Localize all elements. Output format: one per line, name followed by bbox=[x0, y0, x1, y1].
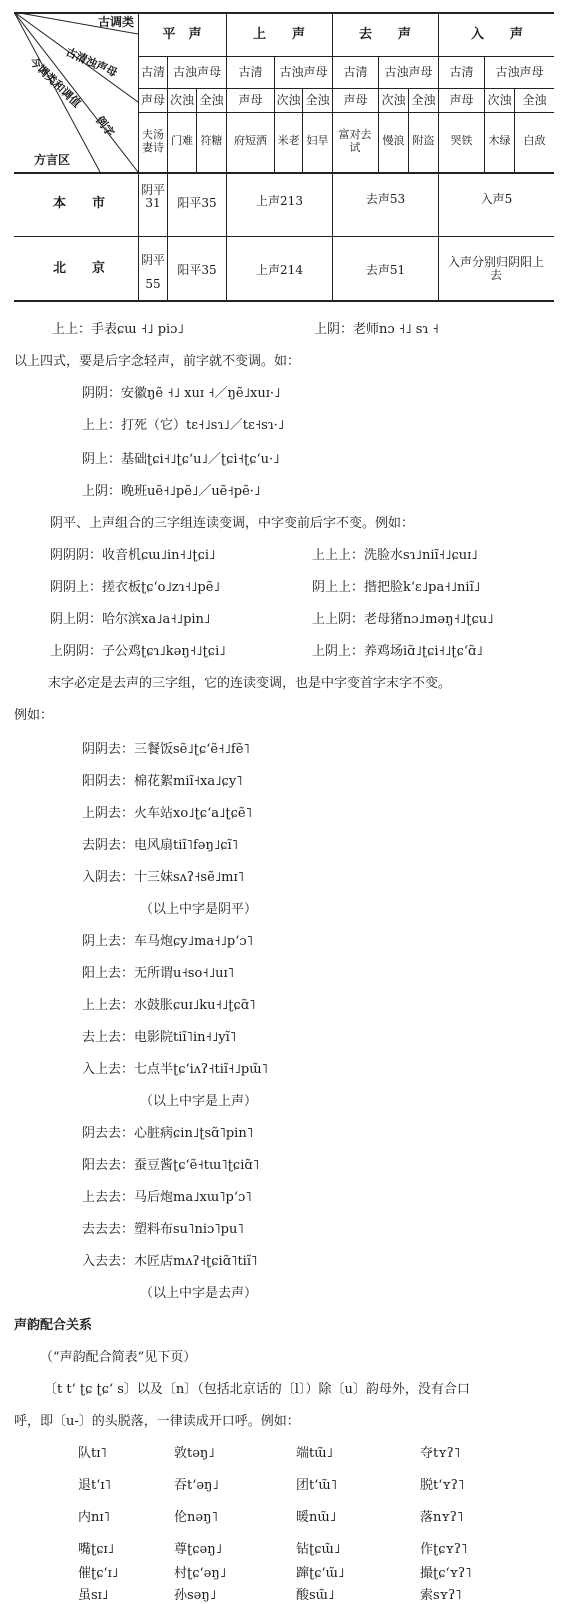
grid-cell: 嘴ʈɕɪ˩ bbox=[78, 1542, 115, 1557]
text-line: 阴上去：车马炮ɕy˩ma˧˩p‘ɔ˥ bbox=[82, 934, 254, 949]
example-cell: 门难 bbox=[171, 134, 193, 147]
text-line: 上阴：老师nɔ ˧˩ sɿ ˧ bbox=[314, 322, 439, 337]
grid-cell: 队tɪ˥ bbox=[78, 1446, 107, 1461]
text-line: （以上中字是阴平） bbox=[140, 902, 258, 917]
row-cell: 阳平35 bbox=[177, 196, 217, 210]
grid-cell: 虽sɪ˩ bbox=[78, 1588, 109, 1603]
example-cell: 附盗 bbox=[412, 134, 435, 147]
text-line: 阴上阴：哈尔滨xa˩a˧˩pin˩ bbox=[50, 612, 211, 627]
example-cell: 慢浪 bbox=[382, 134, 405, 147]
text-line: 阴阴上：搓衣板ʈɕ‘o˩zɿ˧˩pẽ˩ bbox=[50, 580, 220, 595]
sub2-cell: 次浊 bbox=[169, 93, 194, 107]
grid-cell: 暖nɯ̃˩ bbox=[296, 1510, 337, 1525]
text-line: 末字必定是去声的三字组，它的连读变调，也是中字变首字末字不变。 bbox=[48, 676, 452, 691]
sub1-qing: 古清 bbox=[343, 65, 368, 79]
grid-cell: 伦nəŋ˥ bbox=[174, 1510, 218, 1525]
row-cell: 阳平35 bbox=[177, 263, 217, 277]
section-heading: 声韵配合关系 bbox=[14, 1318, 93, 1333]
grid-cell: 蹿ʈɕ‘ɯ̃˩ bbox=[296, 1566, 345, 1581]
example-cell: 木绿 bbox=[488, 134, 511, 147]
text-line: 阴去去：心脏病ɕin˩ʈsɑ̃˥pin˥ bbox=[82, 1126, 254, 1141]
sub2-cell: 次浊 bbox=[276, 93, 301, 107]
text-line: 上上阴：老母猪nɔ˩məŋ˧˩ʈɕu˩ bbox=[312, 612, 494, 627]
text-line: 上上去：水鼓胀ɕuɪ˩ku˧˩ʈɕɑ̃˥ bbox=[82, 998, 256, 1013]
example-cell: 府短洒 bbox=[234, 134, 267, 147]
grid-cell: 夺tʏʔ˥ bbox=[420, 1446, 461, 1461]
sub2-cell: 全浊 bbox=[305, 93, 330, 107]
grid-cell: 钻ʈɕɯ̃˩ bbox=[296, 1542, 341, 1557]
text-line: 阴阴阴：收音机ɕɯ˩in˧˩ʈɕi˩ bbox=[50, 548, 216, 563]
grid-cell: 撮ʈɕ‘ʏʔ˥ bbox=[420, 1566, 472, 1581]
grid-cell: 村ʈɕ‘əŋ˩ bbox=[174, 1566, 227, 1581]
text-line: 阳上去：无所谓u˧so˧˩uɪ˥ bbox=[82, 966, 235, 981]
corner-top-label: 古调类 bbox=[98, 15, 135, 29]
sub2-cell: 次浊 bbox=[487, 93, 512, 107]
corner-diagonals bbox=[14, 12, 139, 173]
corner-mid1-label: 古清浊声母 bbox=[63, 45, 120, 80]
example-cell: 哭铁 bbox=[450, 134, 473, 147]
grid-cell: 索sʏʔ˥ bbox=[420, 1588, 462, 1603]
row-cell: 阴平 31 bbox=[140, 183, 165, 210]
row-cell: 上声214 bbox=[256, 263, 303, 277]
text-line: 阴上上：揩把脸k‘ɛ˩pa˧˩niĩ˩ bbox=[312, 580, 481, 595]
text-line: 入阴去：十三妹sʌʔ˧sẽ˩mɪ˥ bbox=[82, 870, 245, 885]
sub1-zhuo: 古浊声母 bbox=[384, 65, 433, 79]
sub2-cell: 声母 bbox=[238, 93, 263, 107]
header-shang: 上 声 bbox=[252, 27, 305, 42]
sub2-cell: 声母 bbox=[343, 93, 368, 107]
sub2-cell: 声母 bbox=[449, 93, 474, 107]
grid-cell: 团t‘ɯ̃˥ bbox=[296, 1478, 338, 1493]
text-line: 阴阴：安徽ŋẽ ˧˩ xuɪ ˧／ŋẽ˩xuɪ·˩ bbox=[82, 386, 281, 401]
text-line: （以上中字是去声） bbox=[140, 1286, 258, 1301]
sub2-cell: 全浊 bbox=[522, 93, 547, 107]
text-line: 例如： bbox=[14, 708, 54, 723]
corner-mid2-label: 今调类和调值 bbox=[26, 54, 84, 111]
text-line: 阴平、上声组合的三字组连读变调，中字变前后字不变。例如： bbox=[50, 516, 415, 531]
tone-table bbox=[14, 12, 554, 302]
header-ru: 入 声 bbox=[470, 27, 523, 42]
text-line: 阳去去：蚕豆酱ʈɕ‘ẽ˧tɯ˥ʈɕiɑ̃˥ bbox=[82, 1158, 260, 1173]
grid-cell: 内nɪ˥ bbox=[78, 1510, 110, 1525]
sub2-cell: 声母 bbox=[140, 93, 165, 107]
header-qu: 去 声 bbox=[358, 27, 411, 42]
text-line: 上阴：晚班uẽ˧˩pẽ˩／uẽ˧pẽ·˩ bbox=[82, 484, 261, 499]
sub1-qing: 古清 bbox=[449, 65, 474, 79]
text-line: 上阴阴：子公鸡ʈɕɿ˩kəŋ˧˩ʈɕi˩ bbox=[50, 644, 226, 659]
row-label-benshi: 本 市 bbox=[52, 196, 105, 211]
grid-cell: 端tɯ̃˩ bbox=[296, 1446, 333, 1461]
text-line: （“声韵配合简表”见下页） bbox=[40, 1350, 197, 1365]
corner-mid3-label: 例字 bbox=[93, 113, 117, 140]
example-cell: 夫汤妻诗 bbox=[142, 128, 164, 154]
text-line: 去上去：电影院tiĩ˥in˧˩yĩ˥ bbox=[82, 1030, 237, 1045]
grid-cell: 落nʏʔ˥ bbox=[420, 1510, 464, 1525]
text-line: 上阴上：养鸡场iɑ̃˩ʈɕi˧˩ʈɕ‘ɑ̃˩ bbox=[312, 644, 483, 659]
grid-cell: 孙səŋ˩ bbox=[174, 1588, 217, 1603]
text-line: 阳阴去：棉花絮miĩ˧xa˩ɕy˥ bbox=[82, 774, 243, 789]
text-line: 上上：手表ɕɯ ˧˩ piɔ˩ bbox=[52, 322, 184, 337]
row-cell: 阴平 55 bbox=[140, 253, 165, 291]
text-line: 上上：打死（它）tɛ˧˩sɿ˩／tɛ˧sɿ·˩ bbox=[82, 418, 285, 433]
text-line: 上去去：马后炮ma˩xɯ˥p‘ɔ˥ bbox=[82, 1190, 252, 1205]
sub1-qing: 古清 bbox=[238, 65, 263, 79]
sub2-cell: 全浊 bbox=[199, 93, 224, 107]
sub1-qing: 古清 bbox=[140, 65, 165, 79]
example-cell: 米老 bbox=[277, 134, 300, 147]
text-line: 上上上：洗脸水sɿ˩niĩ˧˩ɕuɪ˩ bbox=[312, 548, 478, 563]
sub2-cell: 次浊 bbox=[381, 93, 406, 107]
sub2-cell: 全浊 bbox=[411, 93, 436, 107]
row-cell: 去声53 bbox=[365, 192, 406, 206]
grid-cell: 脱t‘ʏʔ˥ bbox=[420, 1478, 465, 1493]
grid-cell: 尊ʈɕəŋ˩ bbox=[174, 1542, 222, 1557]
text-line: （以上中字是上声） bbox=[140, 1094, 258, 1109]
sub1-zhuo: 古浊声母 bbox=[279, 65, 328, 79]
row-cell: 上声213 bbox=[256, 194, 303, 208]
grid-cell: 作ʈɕʏʔ˥ bbox=[420, 1542, 468, 1557]
example-cell: 富对去试 bbox=[338, 128, 372, 154]
grid-cell: 催ʈɕ‘ɪ˩ bbox=[78, 1566, 119, 1581]
sub1-zhuo: 古浊声母 bbox=[172, 65, 221, 79]
text-line: 去去去：塑料布su˥niɔ˥pu˥ bbox=[82, 1222, 244, 1237]
sub1-zhuo: 古浊声母 bbox=[495, 65, 544, 79]
grid-cell: 敦təŋ˩ bbox=[174, 1446, 215, 1461]
row-cell: 入声分别归阴阳上去 bbox=[447, 255, 544, 282]
text-line: 入上去：七点半ʈɕ‘iʌʔ˧tiĩ˧˩pɯ̃˥ bbox=[82, 1062, 268, 1077]
example-cell: 白敌 bbox=[523, 134, 546, 147]
text-line: 阴上：基础ʈɕi˧˩ʈɕ‘u˩／ʈɕi˧ʈɕ‘u·˩ bbox=[82, 452, 280, 467]
grid-cell: 吞t‘əŋ˩ bbox=[174, 1478, 219, 1493]
corner-bottom-label: 方言区 bbox=[34, 153, 71, 167]
example-cell: 符糖 bbox=[200, 134, 223, 147]
text-line: 上阴去：火车站xo˩ʈɕ‘a˩ʈɕẽ˥ bbox=[82, 806, 252, 821]
grid-cell: 酸sɯ̃˩ bbox=[296, 1588, 335, 1603]
row-cell: 去声51 bbox=[365, 263, 406, 277]
text-line: 入去去：木匠店mʌʔ˧ʈɕiɑ̃˥tiĩ˥ bbox=[82, 1254, 258, 1269]
row-label-beijing: 北 京 bbox=[52, 261, 105, 276]
text-line: 以上四式，要是后字念轻声，前字就不变调。如： bbox=[14, 354, 301, 369]
text-line: 阴阴去：三餐饭sẽ˩ʈɕ‘ẽ˧˩fẽ˥ bbox=[82, 742, 250, 757]
text-line: 去阴去：电风扇tiĩ˥fəŋ˩ɕĩ˥ bbox=[82, 838, 239, 853]
example-cell: 妇旱 bbox=[306, 134, 329, 147]
header-ping: 平 声 bbox=[162, 27, 202, 42]
text-line: 〔t t‘ ʈɕ ʈɕ‘ s〕以及〔n〕（包括北京话的〔l〕）除〔u〕韵母外，没有合口 bbox=[44, 1382, 470, 1397]
row-cell: 入声5 bbox=[480, 192, 513, 206]
text-line: 呼，即〔u-〕的头脱落，一律读成开口呼。例如： bbox=[14, 1414, 300, 1429]
grid-cell: 退t‘ɪ˥ bbox=[78, 1478, 111, 1493]
